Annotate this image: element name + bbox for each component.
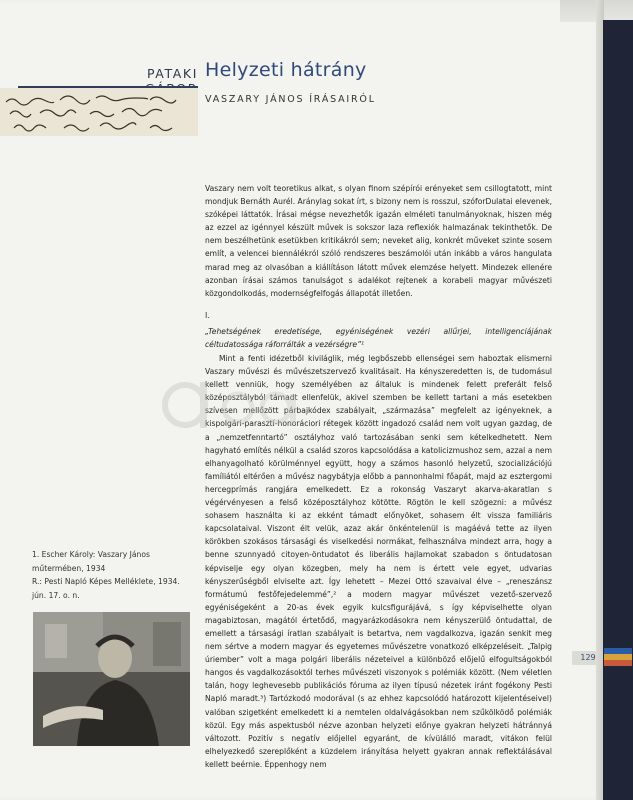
manuscript-image	[0, 88, 198, 136]
section-number: I.	[205, 311, 210, 320]
handwriting-illustration	[0, 88, 198, 136]
artist-portrait-illustration	[33, 612, 190, 746]
caption-source: R.: Pesti Napló Képes Melléklete, 1934. jún. 17. o. n.	[32, 577, 180, 600]
section-epigraph: „Tehetségének eredetisége, egyéniségének vezéri allűrjei, intelligenciájának céltudatossága ráforrálták a vezérségre”¹	[205, 327, 552, 349]
page-number: 129	[572, 651, 604, 665]
article-title: Helyzeti hátrány	[205, 59, 367, 81]
caption-line: 1. Escher Károly: Vaszary János műtermében, 1934	[32, 550, 150, 573]
color-tab-marker	[604, 648, 632, 666]
watermark-logo	[158, 378, 388, 432]
article-subtitle: VASZARY JÁNOS ÍRÁSAIRÓL	[205, 94, 376, 105]
author-name: PATAKI	[146, 66, 198, 81]
book-cover-edge	[603, 20, 633, 800]
photo-caption	[32, 548, 182, 602]
intro-paragraph: Vaszary nem volt teoretikus alkat, s olyan finom szépírói erényeket sem csillogtatott, mint mondjuk Bernáth Aurél. Aránylag sokat írt, s bizony nem is rosszul, szóforDulatai elevenek, szóképei láttatók. Írásai mégse nevezhetők igazán elméleti tanulmányoknak, hiszen még az ezzel az igénnyel készült művek is sokszor laza reflexiók halmazának tekinthetők. De nem beszélhetünk esetükben kritikákról sem; neveket alig, konkrét műveket szinte sosem említ, a velencei biennálékról szóló rendszeres beszámolói után inkább a város hangulata marad meg az olvasóban a kiállításon látott művek elemzése helyett. Mindezek ellenére azonban írásai számos tanulságot s adalékot rejtenek a korabeli magyar művészeti közgondolkodás, modernségfelfogás állapotát illetően.	[205, 184, 552, 298]
portrait-photo	[33, 612, 190, 746]
main-paragraph: Mint a fenti idézetből kiviláglik, még legbőszebb ellenségei sem haboztak elismerni Vaszary művészi és művészetszervező kvalitásait. Ha kényszeredetten is, de tudomásul kellett venniük, hogy személyében az általuk is mindenek felett preferált felső középosztályból támadt ellenfelük, akivel szemben be kellett tartani a más esetekben szívesen mellőzött párbajkódex szabályait, „származása” megfelelt az igényeknek, a kispolgári-parasztí-honoráciori rétegek között ingadozó család nem volt ugyan gazdag, de a „nemzetfenntartó” osztályhoz való tartozásában senki sem kételkedhetett. Nem hagyható említés nélkül a család szoros kapcsolódása a katolicizmushoz sem, azzal a nem elhanyagolható körülménnyel együtt, hogy a számos hasonló helyzetű, szocializációjú famíliától eltérően a művész nagybátyja előbb a pannonhalmi főapát, majd az esztergomi hercegprímás rangjára emelkedett. Ez a rokonság Vaszaryt akarva-akaratlan s végérvényesen a felső középosztályhoz kötötte. Rögtön le kell szögezni: a művész sohasem használta ki az ekként támadt előnyöket, sohasem élt vissza familiáris kapcsolataival. Viszont élt velük, azaz akár önkéntelenül is magáévá tette az ilyen körökben szokásos társasági és viselkedési normákat, felhasználva mindezt arra, hogy a benne szunnyadó citoyen-öntudatot és liberális hajlamokat szabadon s öntudatosan képviselje egy olyan közegben, mely ha nem is értett vele egyet, udvarias kényszerűségből elviselte azt. Így lehetett – Mezei Ottó szavaival élve – „reneszánsz formátumú festőfejedelemmé”,² a modern magyar művészet vezető-szervező egyéniségeként a 20-as évek egyik kulcsfigurájává, s így képviselhette olyan magabiztosan, magától értetődő, magyarázkodásokra nem kényszerülő öntudattal, de emellett a társasági íratlan szabályait is betartva, nem vagdalkozva, igazán senkit meg nem sértve a modern magyar és egyetemes művészetre vonatkozó elképzeléseit. „Talpig úriember” volt a maga polgári liberális nézeteivel a különböző előjelű elfogultságokból hangos és vagdalkozásoktól terhes művészeti viszonyok s polémiák között. (Nem véletlen talán, hogy leghevesebb publikációs fóruma az ilyen típusú nézetek iránt fogékony Pesti Napló maradt.³) Tartózkodó modorával (s az ehhez kapcsolódó határozott kijelentéseivel) valóban szigetként emelkedett ki a nemtelen oldalvágásokban nem szűkölködő polémiák közül. Egy más aspektusból nézve azonban helyzeti előnye gyakran helyzeti hátránnyá változott. Pozitív s negatív előjellel egyaránt, de kívülálló maradt, vitákon felül elhelyezkedő szereplőként a küzdelem irányítása helyett gyakran annak reflektálásával kellett beérnie. Éppenhogy nem	[205, 354, 552, 769]
